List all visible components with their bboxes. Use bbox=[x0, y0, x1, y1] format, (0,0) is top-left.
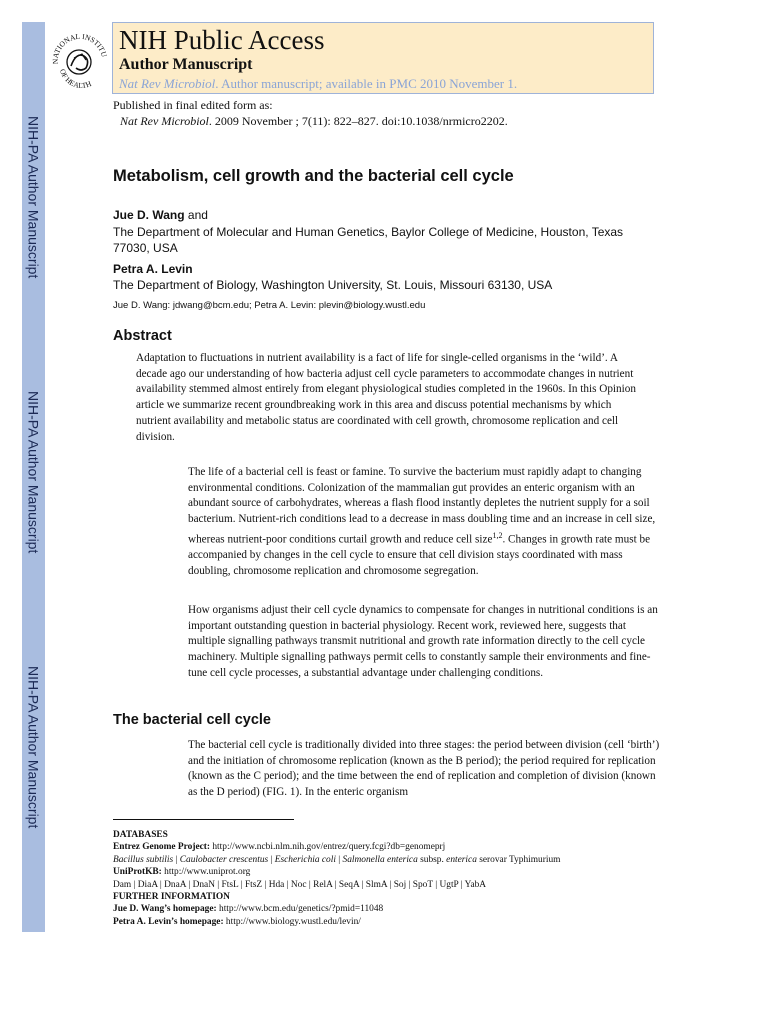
body-paragraph-3: The bacterial cell cycle is traditionally divided into three stages: the period between division (cell ‘birth’) and the initiation of chromosome replication (known as the B period); the period required for replication (known as the C period); and the time between the end of replication and completion of division (known as the D period) (FIG. 1). In the enteric organism bbox=[188, 739, 660, 799]
header-availability: . Author manuscript; available in PMC 2010 November 1. bbox=[215, 76, 518, 91]
logo-text-bottom: OF HEALTH bbox=[57, 67, 93, 91]
sidebar-label-middle: NIH-PA Author Manuscript bbox=[25, 390, 42, 554]
footer-databases bbox=[113, 829, 673, 928]
author-2 bbox=[113, 262, 193, 276]
gene-list[interactable]: Dam | DiaA | DnaA | DnaN | FtsL | FtsZ | Hda | Noc | RelA | SeqA | SlmA | Soj | SpoT | UgtP | YabA bbox=[113, 879, 487, 890]
species-link-3[interactable]: Escherichia coli bbox=[274, 854, 336, 865]
svg-text:NATIONAL INSTITUTES bbox=[46, 22, 109, 64]
entrez-label: Entrez Genome Project: bbox=[113, 842, 211, 853]
nih-public-access-title: NIH Public Access bbox=[119, 25, 325, 55]
species-link-4[interactable]: Salmonella enterica bbox=[342, 854, 418, 865]
author-2-name: Petra A. Levin bbox=[113, 262, 193, 276]
author-1-name: Jue D. Wang bbox=[113, 208, 185, 222]
entrez-link[interactable]: http://www.ncbi.nlm.nih.gov/entrez/query.fcgi?db=genomeprj bbox=[210, 842, 446, 853]
species-link-1[interactable]: Bacillus subtilis bbox=[113, 854, 174, 865]
article-title: Metabolism, cell growth and the bacterial cell cycle bbox=[113, 167, 514, 185]
section-heading: The bacterial cell cycle bbox=[113, 712, 271, 728]
further-info-heading: FURTHER INFORMATION bbox=[113, 892, 230, 903]
nih-pa-sidebar bbox=[22, 22, 45, 932]
author-2-affiliation: The Department of Biology, Washington University, St. Louis, Missouri 63130, USA bbox=[113, 278, 553, 292]
footnote-divider bbox=[113, 819, 294, 820]
published-label: Published in final edited form as: bbox=[113, 98, 273, 112]
abstract-text: Adaptation to fluctuations in nutrient availability is a fact of life for single-celled organisms in the ‘wild’. A decade ago our understanding of how bacteria adjust cell cycle parameters to accommodate changes in nutrient availability stemmed almost entirely from elegant physiological studies completed in the 1960s. In this Opinion article we summarize recent groundbreaking work in this area and discuss potential mechanisms by which nutrient availability and metabolic status are coordinated with cell growth, chromosome replication and cell division. bbox=[136, 352, 636, 443]
citation-details: . 2009 November ; 7(11): 822–827. doi:10.1038/nrmicro2202. bbox=[208, 114, 508, 128]
databases-heading: DATABASES bbox=[113, 830, 168, 840]
body-p1-part-a: The life of a bacterial cell is feast or famine. To survive the bacterium must rapidly adapt to changing environmental conditions. Colonization of the mammalian gut provides an enteric organism with an abundant source of carbohydrates, whereas a flash flood instantly depletes the nutrient supply for a soil bacterium. Nutrient-rich conditions lead to a decrease in mass doubling time and an increase in cell size, whereas nutrient-poor conditions curtail growth and reduce cell size bbox=[188, 466, 656, 546]
species-link-2[interactable]: Caulobacter crescentus bbox=[179, 854, 269, 865]
citation-journal: Nat Rev Microbiol bbox=[120, 114, 209, 128]
wang-homepage-link[interactable]: http://www.bcm.edu/genetics/?pmid=11048 bbox=[216, 904, 384, 915]
uniprot-label: UniProtKB: bbox=[113, 867, 162, 878]
author-1 bbox=[113, 208, 208, 222]
abstract-heading: Abstract bbox=[113, 328, 172, 344]
sidebar-label-top: NIH-PA Author Manuscript bbox=[25, 115, 42, 279]
body-p1-part-b: . Changes in growth rate must be accompanied by changes in the cell cycle to ensure that cell division stays coordinated with mass doubling, chromosome replication and chromosome segregation. bbox=[188, 533, 651, 577]
body-paragraph-1 bbox=[188, 465, 660, 580]
wang-homepage-label: Jue D. Wang’s homepage: bbox=[113, 904, 217, 915]
nih-header bbox=[112, 22, 654, 94]
uniprot-link[interactable]: http://www.uniprot.org bbox=[161, 867, 251, 878]
header-journal: Nat Rev Microbiol bbox=[119, 76, 216, 91]
author-emails: Jue D. Wang: jdwang@bcm.edu; Petra A. Levin: plevin@biology.wustl.edu bbox=[113, 300, 426, 311]
logo-text-top: NATIONAL INSTITU bbox=[50, 31, 109, 65]
body-paragraph-2: How organisms adjust their cell cycle dynamics to compensate for changes in nutritional conditions is an important outstanding question in bacterial physiology. Recent work, reviewed here, suggests that multiple signalling pathways transmit nutritional and growth rate information directly to the cell cycle machinery. Multiple signalling pathways permit cells to constantly sample their environments and fine-tune cell cycle processes, a substantial advantage under challenging conditions. bbox=[188, 604, 658, 679]
levin-homepage-label: Petra A. Levin’s homepage: bbox=[113, 916, 224, 927]
author-1-affiliation: The Department of Molecular and Human Genetics, Baylor College of Medicine, Houston, Texas 77030, USA bbox=[113, 225, 624, 255]
reference-superscript: 1,2 bbox=[492, 530, 503, 540]
species-list: Bacillus subtilis | Caulobacter crescentus | Escherichia coli | Salmonella enterica subsp. enterica serovar Typhimurium bbox=[113, 854, 561, 865]
svg-text:OF HEALTH bbox=[58, 68, 93, 90]
levin-homepage-link[interactable]: http://www.biology.wustl.edu/levin/ bbox=[223, 916, 361, 927]
author-and: and bbox=[184, 208, 208, 222]
author-manuscript-label: Author Manuscript bbox=[119, 56, 253, 73]
citation bbox=[120, 114, 508, 129]
pmc-availability bbox=[119, 76, 517, 92]
species-link-5[interactable]: enterica bbox=[446, 854, 477, 865]
nih-logo bbox=[46, 22, 112, 94]
sidebar-label-bottom: NIH-PA Author Manuscript bbox=[25, 665, 42, 829]
